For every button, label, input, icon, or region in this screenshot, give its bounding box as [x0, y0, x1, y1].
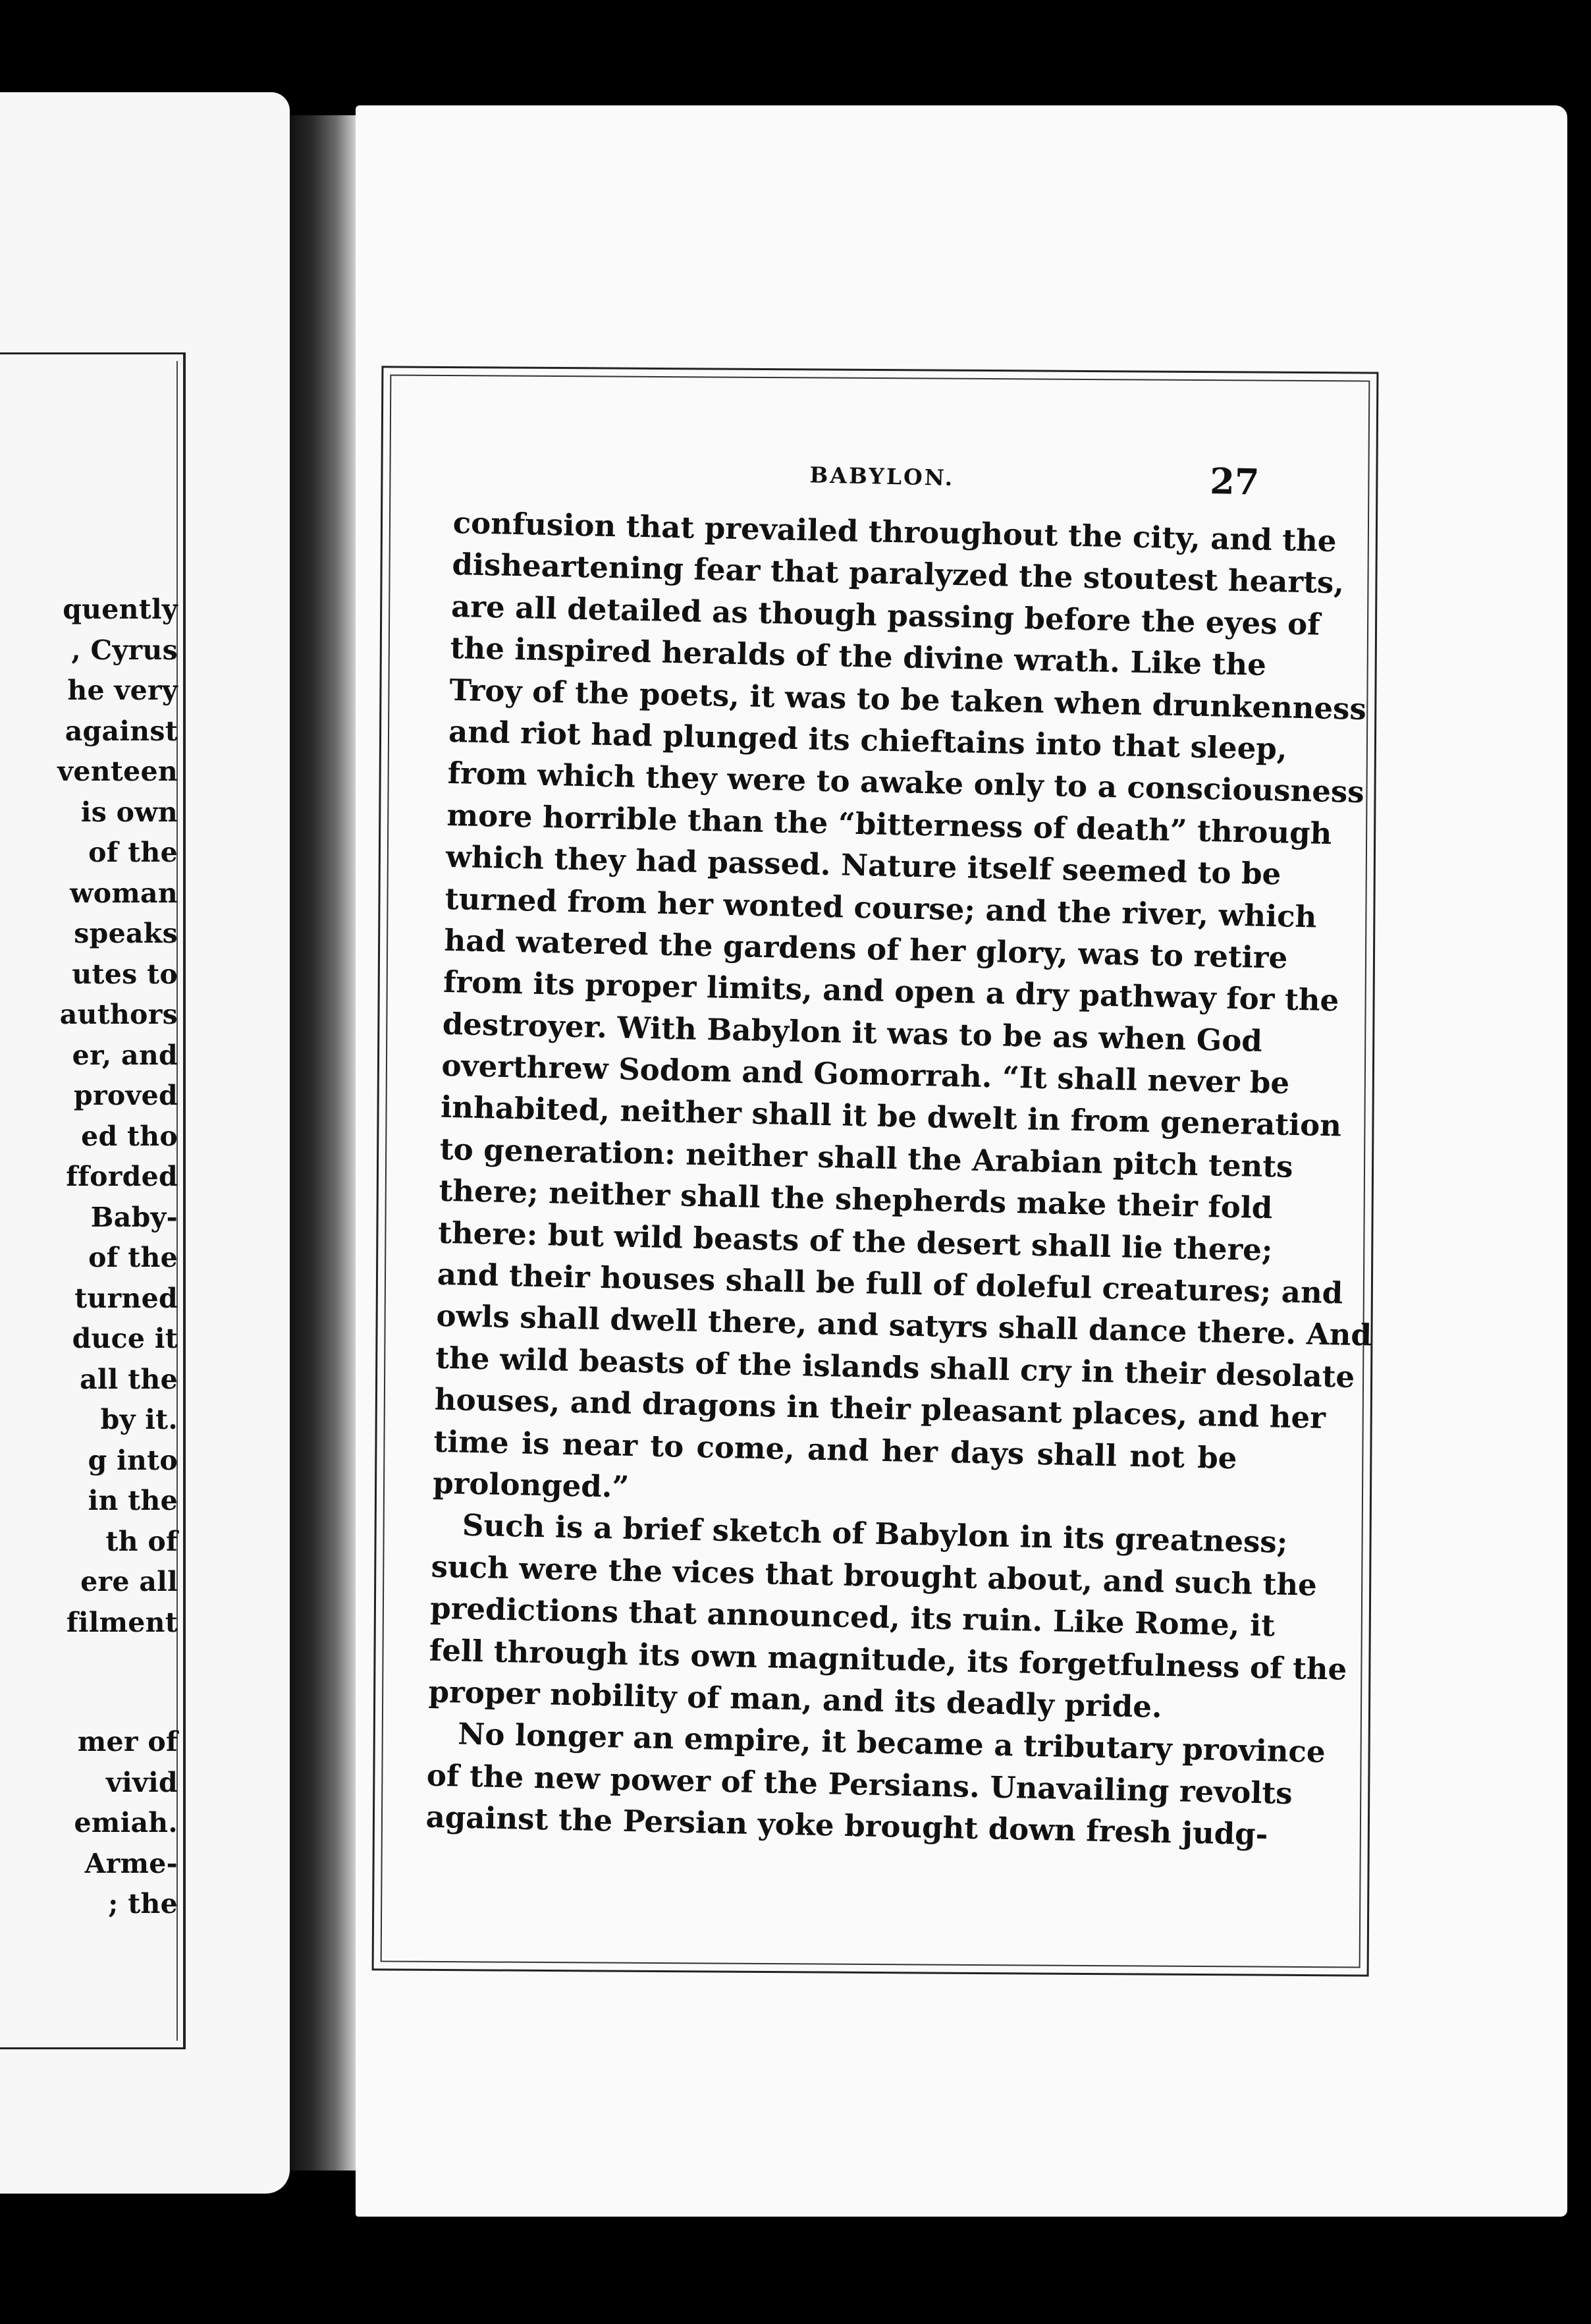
- left-page-line: authors: [59, 999, 178, 1030]
- left-page-line: emiah.: [74, 1807, 178, 1839]
- left-page: [0, 92, 290, 2194]
- running-title: BABYLON.: [809, 462, 955, 491]
- text-line: owls shall dwell there, and satyrs shall dance there. And: [436, 1298, 1372, 1353]
- left-page-line: of the: [88, 1242, 178, 1273]
- text-line: there: but wild beasts of the desert shall lie there;: [437, 1215, 1274, 1267]
- left-page-text: [7, 590, 178, 1925]
- text-line: predictions that announced, its ruin. Like Rome, it: [429, 1590, 1276, 1644]
- text-line: such were the vices that brought about, and such the: [431, 1549, 1318, 1603]
- left-page-line: he very: [67, 675, 178, 706]
- left-page-line: venteen: [57, 756, 178, 787]
- text-line: proper nobility of man, and its deadly pride.: [428, 1674, 1163, 1725]
- left-page-line: vivid: [106, 1766, 178, 1798]
- text-line: and riot had plunged its chieftains into that sleep,: [448, 713, 1288, 767]
- left-page-line: Baby-: [90, 1201, 178, 1233]
- text-line: more horrible than the “bitterness of death” through: [446, 797, 1332, 851]
- paragraph: [432, 502, 1372, 1521]
- text-line: the wild beasts of the islands shall cry in their desolate: [435, 1340, 1355, 1395]
- text-line: to generation: neither shall the Arabian pitch tents: [439, 1131, 1293, 1184]
- left-page-line: ere all: [80, 1566, 178, 1597]
- left-page-line: , Cyrus: [71, 634, 178, 666]
- text-line: the inspired heralds of the divine wrath. Like the: [450, 630, 1267, 683]
- left-page-line: g into: [88, 1444, 178, 1476]
- text-line: disheartening fear that paralyzed the stoutest hearts,: [451, 547, 1345, 601]
- text-line: of the new power of the Persians. Unavailing revolts: [426, 1757, 1293, 1811]
- left-page-line: Arme-: [84, 1847, 178, 1879]
- left-page-line: of the: [88, 837, 178, 868]
- left-page-line: ; the: [108, 1888, 178, 1920]
- text-line: from its proper limits, and open a dry pathway for the: [443, 964, 1339, 1018]
- left-page-line: proved: [74, 1080, 178, 1111]
- book-gutter: [290, 115, 356, 2171]
- left-page-line: th of: [105, 1525, 178, 1557]
- text-line: inhabited, neither shall it be dwelt in from generation: [440, 1090, 1342, 1144]
- text-line: prolonged.”: [432, 1465, 630, 1505]
- text-line: Such is a brief sketch of Babylon in its greatness;: [462, 1507, 1288, 1561]
- left-page-line: fforded: [66, 1161, 178, 1192]
- left-page-line: er, and: [72, 1039, 178, 1071]
- left-page-line: against: [65, 715, 178, 747]
- text-line: Troy of the poets, it was to be taken when drunkenness: [448, 672, 1367, 727]
- left-page-line: mer of: [77, 1726, 178, 1757]
- paragraph: [425, 1713, 1326, 1855]
- left-page-line: turned: [74, 1282, 178, 1314]
- text-line: are all detailed as though passing before the eyes of: [450, 588, 1321, 642]
- text-line: fell through its own magnitude, its forgetfulness of the: [429, 1632, 1347, 1687]
- text-line: there; neither shall the shepherds make their fold: [439, 1173, 1273, 1226]
- left-page-line: in the: [88, 1485, 178, 1516]
- page-text-block: [425, 455, 1372, 1855]
- text-line: No longer an empire, it became a tributary province: [457, 1716, 1326, 1770]
- left-page-line: duce it: [72, 1323, 178, 1354]
- left-page-line: woman: [70, 877, 178, 909]
- left-page-line: quently: [63, 594, 178, 625]
- text-line: had watered the gardens of her glory, was to retire: [444, 922, 1288, 976]
- text-line: which they had passed. Nature itself seemed to be: [445, 839, 1281, 892]
- left-page-line: ed tho: [81, 1120, 178, 1152]
- text-line: confusion that prevailed throughout the city, and the: [452, 505, 1337, 559]
- left-page-line: is own: [80, 796, 178, 828]
- left-page-line: all the: [80, 1363, 178, 1395]
- text-line: destroyer. With Babylon it was to be as when God: [442, 1006, 1263, 1059]
- left-page-line: speaks: [74, 918, 178, 949]
- body-text: [425, 502, 1372, 1855]
- page-number: 27: [1209, 460, 1260, 503]
- left-page-line: by it.: [100, 1404, 178, 1435]
- text-line: time is near to come, and her days shall not be: [433, 1424, 1237, 1476]
- left-page-line: utes to: [72, 958, 178, 990]
- left-page-line: [7, 1643, 178, 1722]
- text-line: turned from her wonted course; and the river, which: [445, 881, 1317, 935]
- text-line: and their houses shall be full of doleful creatures; and: [437, 1256, 1343, 1311]
- paragraph: [428, 1504, 1347, 1729]
- text-line: against the Persian yoke brought down fresh judg-: [425, 1799, 1268, 1852]
- text-line: from which they were to awake only to a consciousness: [447, 756, 1365, 810]
- text-line: houses, and dragons in their pleasant places, and her: [434, 1381, 1326, 1436]
- left-page-line: filment: [66, 1606, 178, 1638]
- text-line: overthrew Sodom and Gomorrah. “It shall never be: [441, 1047, 1290, 1101]
